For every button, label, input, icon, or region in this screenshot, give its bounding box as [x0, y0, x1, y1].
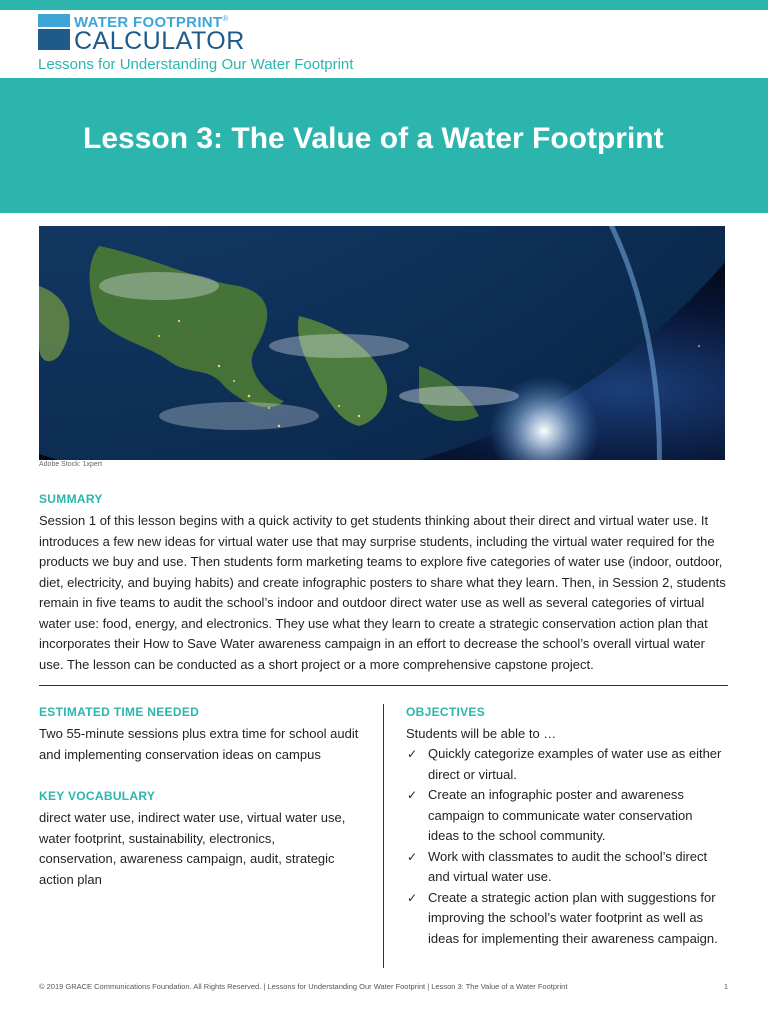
summary-heading: SUMMARY	[39, 492, 103, 506]
summary-line: incorporates their How to Save Water awareness campaign in an effort to decrease the school’s overall virtual water	[39, 636, 705, 651]
checkmark-icon: ✓	[407, 788, 418, 802]
summary-line: Session 1 of this lesson begins with a quick activity to get students thinking about their direct and virtual water use. It	[39, 513, 709, 528]
objectives-heading: OBJECTIVES	[406, 705, 486, 719]
time-heading: ESTIMATED TIME NEEDED	[39, 705, 200, 719]
summary-line: remain in five teams to audit the school’s indoor and outdoor direct water use as well as several categories of virtual	[39, 595, 705, 610]
page-number: 1	[723, 982, 728, 991]
vocab-heading: KEY VOCABULARY	[39, 789, 156, 803]
logo-line-2: CALCULATOR	[74, 27, 245, 55]
series-subtitle: Lessons for Understanding Our Water Footprint	[38, 56, 354, 73]
checkmark-icon: ✓	[407, 890, 418, 905]
summary-line: diet, electricity, and buying habits) and create infographic posters to share what they learn. Then, in Session 2, students	[39, 574, 726, 590]
page-footer	[39, 982, 728, 991]
title-banner	[0, 78, 768, 213]
vocab-text	[39, 808, 369, 890]
vocab-line: action plan	[39, 871, 102, 887]
vocab-line: water footprint, sustainability, electronics,	[39, 830, 276, 846]
earth-illustration	[39, 226, 725, 460]
summary-text	[39, 511, 734, 675]
image-credit: Adobe Stock: 1xpert	[39, 461, 103, 468]
objectives-list	[406, 744, 736, 949]
vocab-line: direct water use, indirect water use, virtual water use,	[39, 810, 346, 825]
top-accent-strip	[0, 0, 768, 10]
time-text	[39, 724, 369, 765]
water-footprint-calculator-logo	[38, 14, 288, 54]
earth-hero-image	[39, 226, 725, 460]
logo-mark-icon	[38, 14, 70, 50]
column-divider	[383, 704, 384, 968]
summary-line: water use: food, energy, and electronics. They use what they learn to create a strategic conservation action plan that	[39, 615, 708, 631]
summary-line: introduces a few new ideas for virtual water use that may surprise students, including the virtual water required for the	[39, 533, 715, 549]
objective-item: ✓ Work with classmates to audit the school’s direct and virtual water use.	[407, 848, 708, 884]
section-divider	[39, 685, 728, 686]
time-line: and implementing conservation ideas on campus	[39, 746, 321, 762]
time-line: Two 55-minute sessions plus extra time for school audit	[39, 726, 359, 741]
checkmark-icon: ✓	[407, 747, 418, 761]
objective-item: ✓ Quickly categorize examples of water use as either direct or virtual.	[407, 746, 722, 782]
summary-line: products we buy and use. Then students form marketing teams to explore five categories of water use (indoor, outdoor,	[39, 554, 723, 569]
objectives-intro: Students will be able to …	[406, 726, 557, 741]
objective-item: ✓ Create an infographic poster and awareness campaign to communicate water conservation ideas to the school community.	[407, 787, 693, 843]
vocab-line: conservation, awareness campaign, audit, strategic	[39, 851, 335, 866]
lesson-title: Lesson 3: The Value of a Water Footprint	[83, 122, 664, 155]
checkmark-icon: ✓	[407, 849, 418, 864]
footer-text: © 2019 GRACE Communications Foundation. All Rights Reserved. | Lessons for Understanding Our Water Footprint | Lesson 3: The Value of a Water Footprint	[39, 982, 568, 991]
summary-line: use. The lesson can be conducted as a short project or a more comprehensive capstone project.	[39, 656, 594, 672]
objective-item: ✓ Create a strategic action plan with suggestions for improving the school’s water footprint as well as ideas for implementing their awareness campaign.	[407, 889, 718, 946]
logo-line-1: WATER FOOTPRINT®	[74, 14, 229, 31]
